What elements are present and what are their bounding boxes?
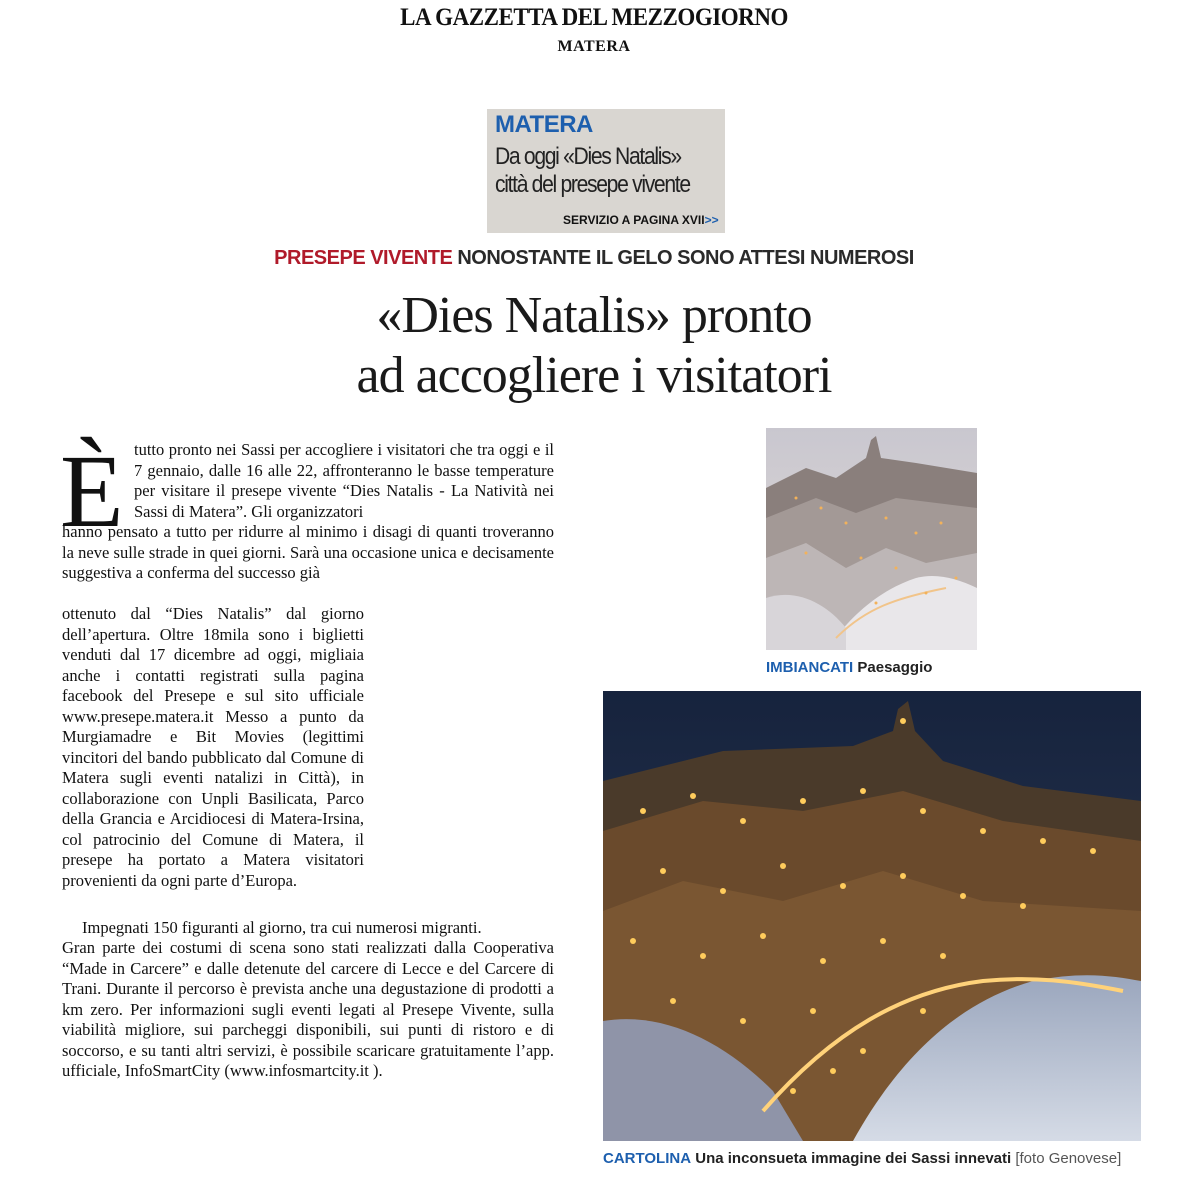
teaser-page-ref-text: SERVIZIO A PAGINA XVII	[563, 213, 705, 227]
article-paragraph-1: tutto pronto nei Sassi per accogliere i visitatori che tra oggi e il 7 gennaio, dalle 16 alle 22, affronteranno le basse temperature per visitare il presepe vivente “Dies Natalis - La Natività nei Sassi di Matera”. Gli organizzatori	[134, 440, 554, 521]
article-headline	[290, 286, 898, 406]
article-paragraph-4: Impegnati 150 figuranti al giorno, tra cui numerosi migranti.	[82, 918, 482, 937]
teaser-headline-line1: Da oggi «Dies Natalis»	[495, 143, 681, 170]
kicker-section: PRESEPE VIVENTE	[274, 247, 453, 269]
caption2-tag: CARTOLINA	[603, 1150, 692, 1167]
article-paragraph-3: ottenuto dal “Dies Natalis” dal giorno dell’apertura. Oltre 18mila sono i biglietti venduti dal 17 dicembre ad oggi, migliaia anche i contatti registrati sulla pagina facebook del Presepe e sul sito ufficiale www.presepe.matera.it Messo a punto da Murgiamadre e Bit Movies (legittimi vincitori del bando pubblicato dal Comune di Matera sugli eventi natalizi in Città), in collaborazione con Unpli Basilicata, Parco della Grancia e Arcidiocesi di Matera-Irsina, col patrocinio del Comune di Matera, il presepe ha portato a Matera visitatori provenienti da ogni parte d’Europa.	[62, 604, 364, 890]
photo-sassi-night	[603, 691, 1141, 1141]
teaser-page-ref	[563, 213, 719, 227]
photo-caption-1	[766, 659, 932, 676]
caption1-text: Paesaggio	[857, 659, 933, 676]
photo-caption-2	[603, 1150, 1121, 1167]
caption1-tag: IMBIANCATI	[766, 659, 854, 676]
teaser-headline-line2: città del presepe vivente	[495, 171, 690, 198]
edition-label: MATERA	[557, 38, 631, 55]
arrow-right-icon: >>	[704, 213, 719, 227]
teaser-box	[487, 109, 725, 233]
newspaper-masthead: LA GAZZETTA DEL MEZZOGIORNO	[400, 4, 788, 31]
headline-line1: «Dies Natalis» pronto	[376, 287, 812, 344]
photo-landscape	[766, 428, 977, 650]
drop-cap: È	[60, 434, 124, 549]
kicker-text: NONOSTANTE IL GELO SONO ATTESI NUMEROSI	[457, 247, 914, 269]
teaser-section: MATERA	[495, 111, 593, 138]
caption2-credit: [foto Genovese]	[1015, 1150, 1122, 1167]
headline-line2: ad accogliere i visitatori	[356, 347, 832, 404]
kicker	[0, 247, 1188, 270]
teaser-headline	[495, 143, 697, 199]
article-paragraph-2: hanno pensato a tutto per ridurre al minimo i disagi di quanti troveranno la neve sulle strade in quei giorni. Sarà una occasione unica e decisamente suggestiva a conferma del successo già	[62, 522, 554, 582]
caption2-text: Una inconsueta immagine dei Sassi innevati	[695, 1150, 1012, 1167]
article-paragraph-5: Gran parte dei costumi di scena sono stati realizzati dalla Cooperativa “Made in Carcere” e dalle detenute del carcere di Lecce e del Carcere di Trani. Durante il percorso è prevista anche una degustazione di prodotti a km zero. Per informazioni sugli eventi legati al Presepe Vivente, sulla viabilità migliore, sui parcheggi disponibili, sui punti di ristoro e di soccorso, e su tanti altri servizi, è possibile scaricare gratuitamente l’app. ufficiale, InfoSmartCity (www.infosmartcity.it ).	[62, 938, 554, 1080]
